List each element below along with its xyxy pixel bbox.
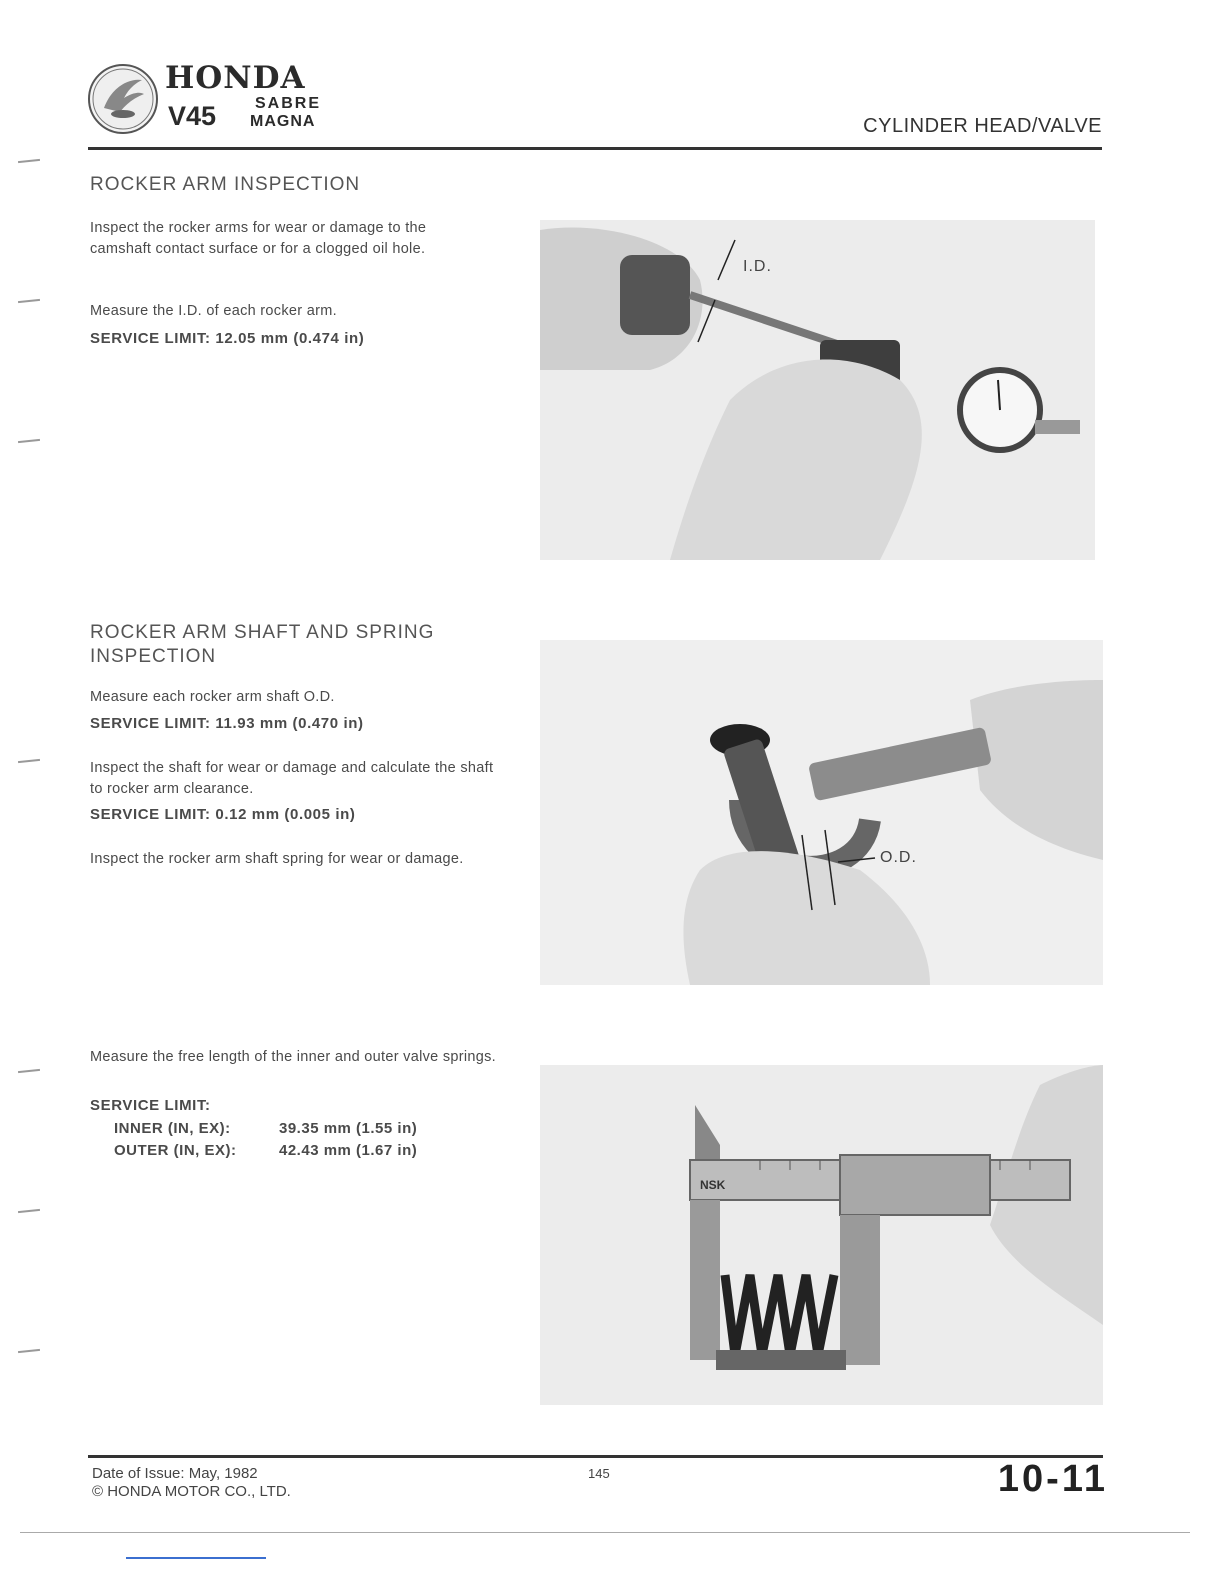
service-limit-value: 11.93 mm (0.470 in) bbox=[215, 715, 364, 732]
shaft-clearance-service-limit bbox=[90, 806, 355, 823]
rocker-arm-inspection-heading: ROCKER ARM INSPECTION bbox=[90, 174, 361, 195]
section-page-number: 10-11 bbox=[997, 1458, 1108, 1500]
heading-line-2: INSPECTION bbox=[90, 646, 217, 667]
service-limit-label: SERVICE LIMIT: bbox=[90, 330, 211, 347]
rocker-arm-service-limit bbox=[90, 330, 364, 347]
scan-edge-line bbox=[20, 1532, 1190, 1533]
service-limit-label: SERVICE LIMIT: bbox=[90, 715, 211, 732]
shaft-measure-text: Measure each rocker arm shaft O.D. bbox=[90, 689, 335, 705]
viewer-link-underline[interactable] bbox=[126, 1557, 266, 1559]
valve-spring-caliper-photo bbox=[540, 1065, 1103, 1405]
model-variant-magna: MAGNA bbox=[250, 113, 316, 130]
service-limit-value: 12.05 mm (0.474 in) bbox=[215, 330, 365, 347]
margin-tick bbox=[18, 1349, 40, 1353]
margin-tick bbox=[18, 1069, 40, 1073]
od-callout-label: O.D. bbox=[880, 849, 917, 866]
margin-tick bbox=[18, 439, 40, 443]
honda-wing-logo-icon bbox=[88, 64, 158, 134]
outer-spring-value: 42.43 mm (1.67 in) bbox=[279, 1142, 418, 1159]
rocker-arm-bore-gauge-photo bbox=[540, 220, 1095, 560]
caliper-brand-mark: NSK bbox=[700, 1178, 726, 1192]
model-variant-sabre: SABRE bbox=[255, 95, 322, 112]
rocker-arm-measure-text: Measure the I.D. of each rocker arm. bbox=[90, 303, 337, 319]
shaft-od-service-limit bbox=[90, 715, 364, 732]
outer-spring-label: OUTER (IN, EX): bbox=[114, 1142, 237, 1159]
date-of-issue: Date of Issue: May, 1982 bbox=[92, 1465, 258, 1482]
margin-tick bbox=[18, 759, 40, 763]
footer-rule bbox=[88, 1455, 1103, 1458]
id-callout-label: I.D. bbox=[743, 258, 772, 275]
service-limit-label: SERVICE LIMIT: bbox=[90, 806, 211, 823]
shaft-clearance-text: Inspect the shaft for wear or damage and calculate the shaft to rocker arm clearance. bbox=[90, 760, 494, 797]
rocker-arm-shaft-heading bbox=[90, 621, 434, 669]
page-number: 145 bbox=[588, 1466, 610, 1481]
model-name: V45 bbox=[168, 101, 217, 131]
inner-spring-label: INNER (IN, EX): bbox=[114, 1120, 231, 1137]
copyright: © HONDA MOTOR CO., LTD. bbox=[92, 1483, 291, 1500]
inner-spring-limit-row bbox=[114, 1120, 417, 1137]
rocker-arm-inspection-text: Inspect the rocker arms for wear or damage to the camshaft contact surface or for a clogged oil hole. bbox=[90, 220, 427, 257]
section-title: CYLINDER HEAD/VALVE bbox=[863, 115, 1102, 137]
header-rule bbox=[88, 147, 1102, 150]
valve-spring-service-limit-label: SERVICE LIMIT: bbox=[90, 1097, 211, 1114]
margin-tick bbox=[18, 159, 40, 163]
heading-line-1: ROCKER ARM SHAFT AND SPRING bbox=[90, 622, 435, 643]
brand-name: HONDA bbox=[165, 60, 306, 96]
rocker-shaft-micrometer-photo bbox=[540, 640, 1103, 985]
shaft-spring-text: Inspect the rocker arm shaft spring for wear or damage. bbox=[90, 851, 464, 867]
valve-spring-text: Measure the free length of the inner and outer valve springs. bbox=[90, 1049, 497, 1065]
margin-tick bbox=[18, 1209, 40, 1213]
inner-spring-value: 39.35 mm (1.55 in) bbox=[279, 1120, 418, 1137]
margin-tick bbox=[18, 299, 40, 303]
outer-spring-limit-row bbox=[114, 1142, 417, 1159]
service-limit-value: 0.12 mm (0.005 in) bbox=[215, 806, 356, 823]
